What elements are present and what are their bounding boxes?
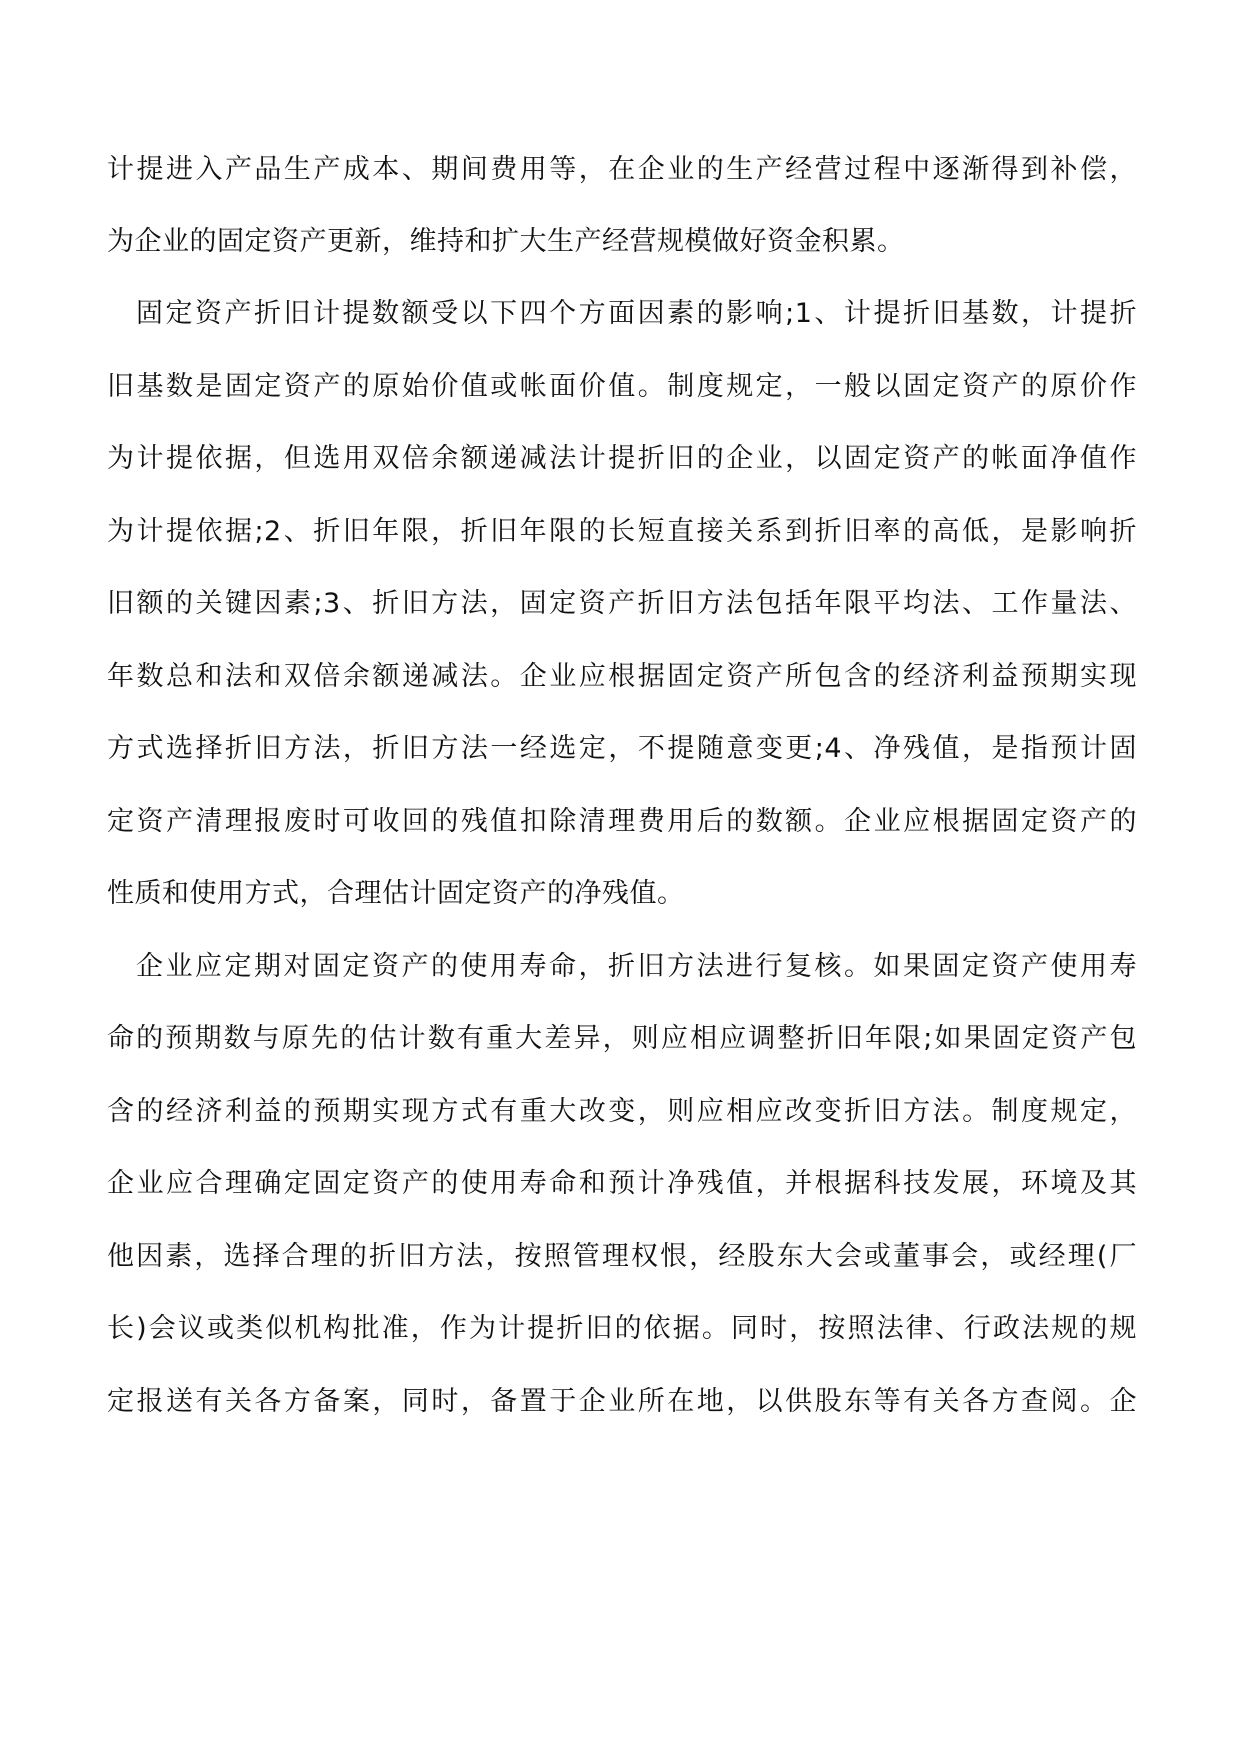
text-line: 性质和使用方式，合理估计固定资产的净残值。	[107, 878, 685, 909]
text-line: 长)会议或类似机构批准，作为计提折旧的依据。同时，按照法律、行政法规的规	[107, 1313, 1137, 1344]
text-line: 为计提依据;2、折旧年限，折旧年限的长短直接关系到折旧率的高低，是影响折	[107, 516, 1137, 547]
text-line: 他因素，选择合理的折旧方法，按照管理权恨，经股东大会或董事会，或经理(厂	[107, 1241, 1137, 1272]
text-line: 计提进入产品生产成本、期间费用等，在企业的生产经营过程中逐渐得到补偿，	[107, 154, 1137, 185]
text-line: 旧额的关键因素;3、折旧方法，固定资产折旧方法包括年限平均法、工作量法、	[107, 588, 1137, 619]
text-line: 为计提依据，但选用双倍余额递减法计提折旧的企业，以固定资产的帐面净值作	[107, 443, 1137, 474]
text-line: 定报送有关各方备案，同时，备置于企业所在地，以供股东等有关各方查阅。企	[107, 1386, 1137, 1417]
text-line: 旧基数是固定资产的原始价值或帐面价值。制度规定，一般以固定资产的原价作	[107, 371, 1137, 402]
text-line: 方式选择折旧方法，折旧方法一经选定，不提随意变更;4、净残值，是指预计固	[107, 733, 1137, 764]
text-line: 固定资产折旧计提数额受以下四个方面因素的影响;1、计提折旧基数，计提折	[136, 298, 1137, 329]
text-line: 命的预期数与原先的估计数有重大差异，则应相应调整折旧年限;如果固定资产包	[107, 1023, 1137, 1054]
text-line: 企业应定期对固定资产的使用寿命，折旧方法进行复核。如果固定资产使用寿	[136, 951, 1137, 982]
text-line: 定资产清理报废时可收回的残值扣除清理费用后的数额。企业应根据固定资产的	[107, 806, 1137, 837]
text-line: 企业应合理确定固定资产的使用寿命和预计净残值，并根据科技发展，环境及其	[107, 1168, 1137, 1199]
text-line: 为企业的固定资产更新，维持和扩大生产经营规模做好资金积累。	[107, 226, 905, 257]
text-line: 含的经济利益的预期实现方式有重大改变，则应相应改变折旧方法。制度规定，	[107, 1096, 1137, 1127]
text-line: 年数总和法和双倍余额递减法。企业应根据固定资产所包含的经济利益预期实现	[107, 661, 1137, 692]
